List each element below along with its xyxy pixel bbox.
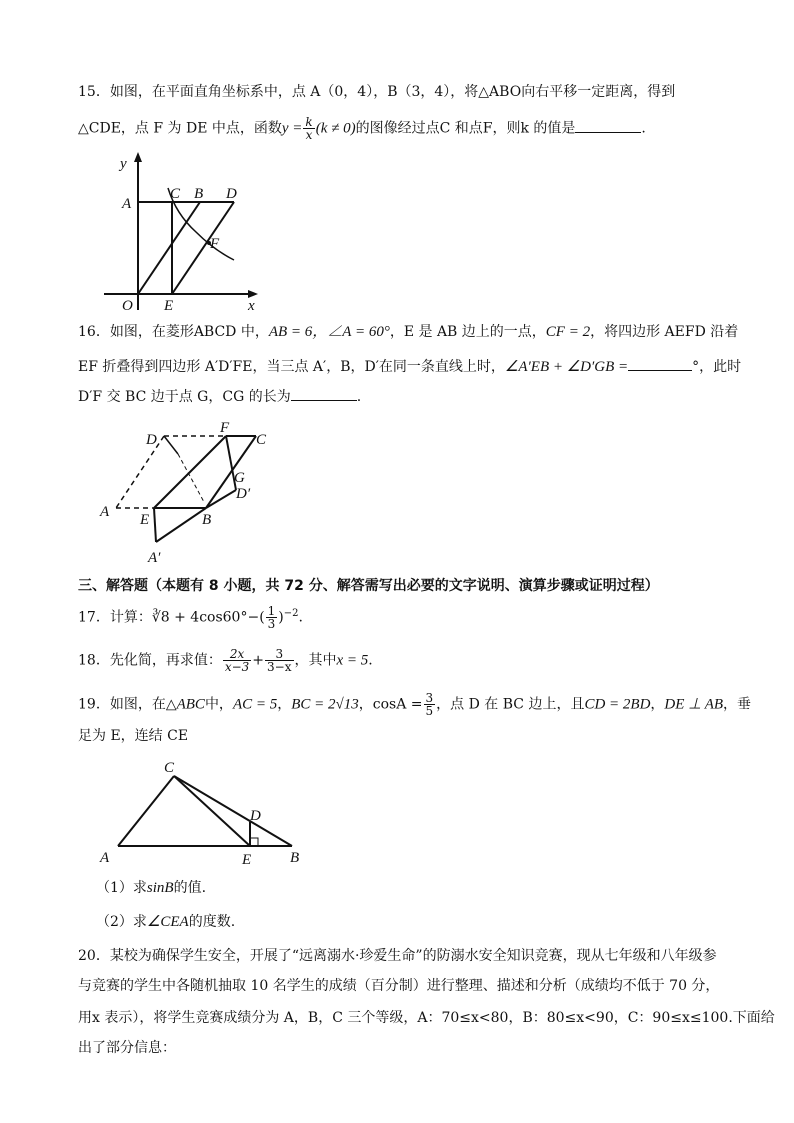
q16-math2: CF = 2 <box>545 324 591 340</box>
q15-line1: 15．如图，在平面直角坐标系中，点 A（0，4），B（3，4），将△ABO向右平移一定距离，得到 <box>78 84 676 100</box>
q15-answer-blank[interactable] <box>575 118 641 133</box>
q15-text2: 的图像经过点C 和点F，则k 的值是 <box>355 120 576 137</box>
q15-line2: △CDE，点 F 为 DE 中点，函数y = $\frac{k}{x}$ (k ≠ 0)的图像经过点C 和点F，则k 的值是 . <box>78 115 646 142</box>
q15-label-F: F <box>210 236 220 252</box>
q15-frac: $\frac{k}{x}$ <box>305 115 313 142</box>
q15-text: △CDE，点 F 为 DE 中点，函数 <box>78 120 282 137</box>
q16-label-C: C <box>256 432 267 448</box>
q16-label-F: F <box>220 420 230 436</box>
q16-label-Ap: A′ <box>148 550 161 566</box>
q19-sub1: （1）求sinB的值. <box>96 880 207 896</box>
q16-line3: D′F 交 BC 边于点 G，CG 的长为 . <box>78 386 361 407</box>
q19-line1: 19．如图，在△ABC中，AC = 5，BC = 2√13，cosA = $\frac{3}{5}$ ，点 D 在 BC 边上，且CD = 2BD，DE ⊥ AB，垂 <box>78 691 752 718</box>
q16-line1: 16．如图，在菱形ABCD 中，AB = 6，∠A = 60°，E 是 AB 边上的一点，CF = 2，将四边形 AEFD 沿着 <box>78 324 739 340</box>
q19-sub2: （2）求∠CEA的度数. <box>96 914 236 930</box>
q16-label-Dp: D′ <box>236 486 251 502</box>
q20-line1: 20．某校为确保学生安全，开展了“远离溺水·珍爱生命”的防溺水安全知识竞赛，现从七年级和八年级参 <box>78 948 717 964</box>
q16-label-E: E <box>140 512 150 528</box>
q16-label-D: D <box>146 432 157 448</box>
q15-label-x: x <box>248 298 255 314</box>
q18-cond: x = 5 <box>336 652 369 669</box>
q16-answer-blank-2[interactable] <box>291 386 357 401</box>
q19-figure <box>96 756 312 868</box>
q16-line2: EF 折叠得到四边形 A′D′FE，当三点 A′，B，D′在同一条直线上时，∠A′EB + ∠D′GB = °，此时 <box>78 356 741 377</box>
q15-figure <box>96 150 268 318</box>
q19-label-D: D <box>250 808 261 824</box>
q16-math1: AB = 6，∠A = 60° <box>268 324 390 340</box>
q19-label-B: B <box>290 850 300 866</box>
q17-line: 17．计算：∛8 + 4cos60°−( $\frac{1}{3}$ )$^{-2}$. <box>78 604 303 632</box>
q19-label-C: C <box>164 760 175 776</box>
section-3-heading: 三、解答题（本题有 8 小题，共 72 分、解答需写出必要的文字说明、演算步骤或证明过程） <box>78 578 659 594</box>
q15-label-A: A <box>122 196 132 212</box>
q18-frac1: $\frac{2x}{x-3}$ <box>224 647 250 674</box>
q17-expr: ∛8 + 4cos60°−( <box>151 609 265 626</box>
q18-frac2: $\frac{3}{3-x}$ <box>267 647 292 674</box>
q16-math3: ∠A′EB + ∠D′GB = <box>504 359 629 375</box>
q15-label-B: B <box>194 186 204 202</box>
q20-line4: 出了部分信息： <box>78 1040 176 1056</box>
q16-label-G: G <box>234 470 245 486</box>
q16-label-B: B <box>202 512 212 528</box>
q15-label-y: y <box>120 156 127 172</box>
q15-label-O: O <box>122 298 133 314</box>
q20-line3: 用x 表示），将学生竞赛成绩分为 A，B，C 三个等级，A：70≤x<80，B：80≤x<90，C：90≤x≤100.下面给 <box>78 1010 775 1026</box>
q19-label-E: E <box>242 852 252 868</box>
q18-line: 18．先化简，再求值： $\frac{2x}{x-3}$ + $\frac{3}{3-x}$ ，其中x = 5. <box>78 647 373 674</box>
q16-answer-blank-1[interactable] <box>628 356 692 371</box>
q15-func-y: y = <box>281 120 303 137</box>
q17-frac: $\frac{1}{3}$ <box>267 604 276 632</box>
q15-label-C: C <box>170 186 181 202</box>
q19-label-A: A <box>100 850 110 866</box>
q15-label-D: D <box>226 186 237 202</box>
q16-label-A: A <box>100 504 110 520</box>
q20-line2: 与竞赛的学生中各随机抽取 10 名学生的成绩（百分制）进行整理、描述和分析（成绩均不低于 70 分， <box>78 978 720 994</box>
q19-line2: 足为 E，连结 CE <box>78 728 189 744</box>
q15-label-E: E <box>164 298 174 314</box>
q19-frac: $\frac{3}{5}$ <box>425 691 434 718</box>
q16-figure <box>96 420 286 568</box>
q15-cond: (k ≠ 0) <box>315 120 356 137</box>
